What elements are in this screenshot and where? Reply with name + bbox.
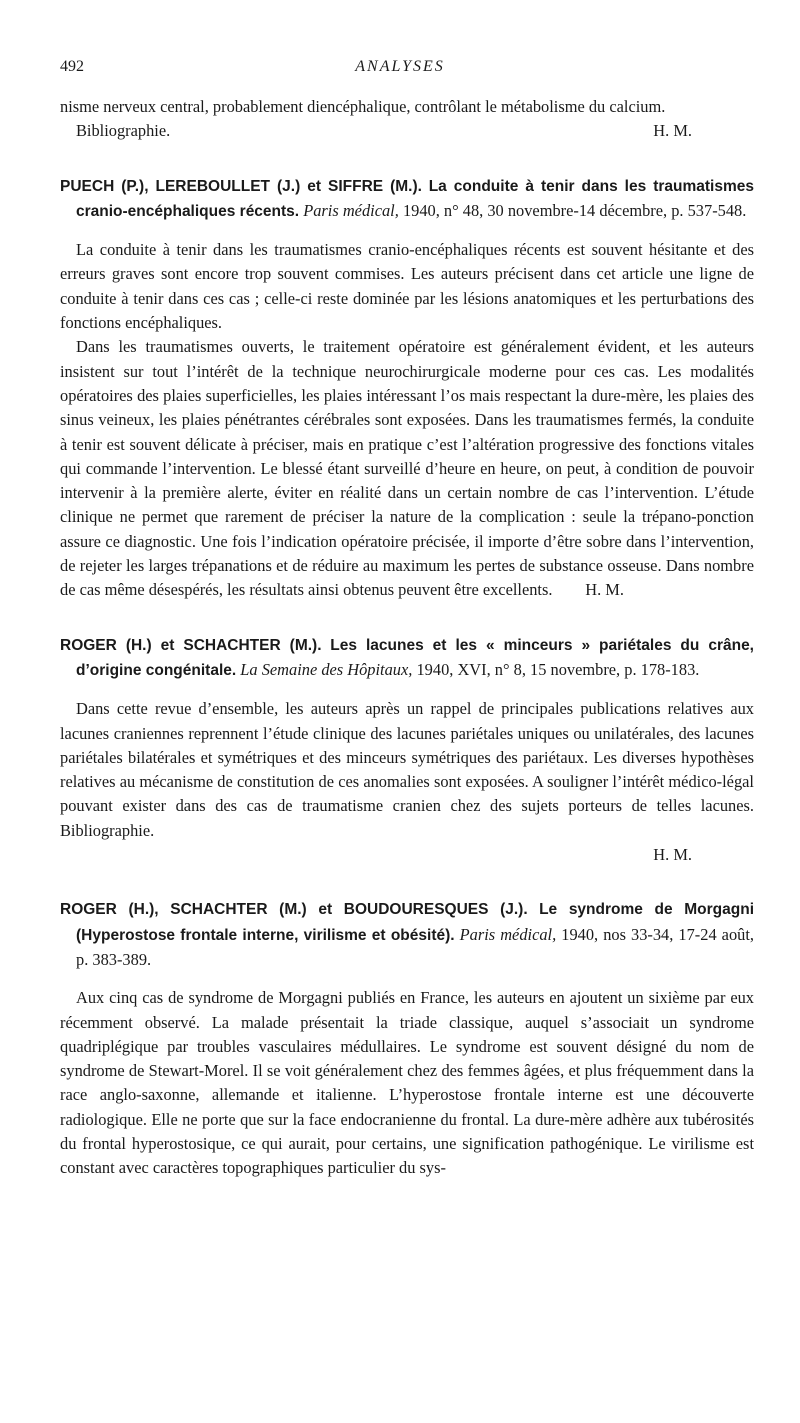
abstract-paragraph: Aux cinq cas de syndrome de Morgagni publiés en France, les auteurs en ajoutent un sixième par eux récemment observé. La malade présentait la triade classique, auquel s’associait un syndrome quadriplégique par troubles vasculaires médullaires. Le syndrome est souvent désigné du nom de syndrome de Stewart-Morel. Il se voit généralement chez des femmes âgées, et plus fréquemment dans la race anglo-saxonne, allemande et italienne. L’hyperostose frontale interne est une découverte radiologique. Elle ne porte que sur la face endocranienne du frontal. La dure-mère adhère aux tubérosités du frontal hyperostosique, ce qui aurait, pour certains, une signification pathogénique. Le virilisme est constant avec caractères topographiques particulier du sys-	[60, 988, 754, 1178]
running-title: ANALYSES	[355, 58, 445, 75]
citation-authors: ROGER (H.), SCHACHTER (M.) et BOUDOURESQUES (J.).	[60, 901, 528, 919]
citation-title: Les lacunes et les « minceurs » pariétales du crâne, d’origine congénitale.	[76, 636, 754, 679]
abstract-paragraph: Dans cette revue d’ensemble, les auteurs après un rappel de principales publications relatives aux lacunes craniennes reprennent l’étude clinique des lacunes pariétales uniques ou unilatérales, des lacunes pariétales bilatérales et symétriques et des minceurs symétriques des pariétaux. Les diverses hypothèses relatives au mécanisme de constitution de ces anomalies sont exposées. A souligner l’intérêt médico-légal pouvant exister dans des cas de traumatisme cranien chez des sujets porteurs de telles lacunes. Bibliographie.	[60, 699, 754, 840]
citation-authors: ROGER (H.) et SCHACHTER (M.).	[60, 636, 322, 654]
citation	[60, 174, 754, 225]
abstract-entry	[60, 897, 754, 1180]
abstract-paragraph-text: Dans les traumatismes ouverts, le traitement opératoire est généralement évident, et les auteurs insistent sur tout l’intérêt de la technique neurochirurgicale moderne pour ces cas. Les modalités opératoires des plaies superficielles, les plaies intéressant l’os mais respectant la dure-mère, les plaies des sinus veineux, les plaies pénétrantes cérébrales sont exposées. Dans les traumatismes fermés, la conduite à tenir est souvent délicate à préciser, mais en pratique c’est l’altération progressive des fonctions vitales qui commande l’intervention. Le blessé étant surveillé d’heure en heure, on peut, à condition de pouvoir intervenir à la première alerte, éviter en réalité dans un certain nombre de cas l’intervention. L’étude clinique ne permet que rarement de préciser la nature de la complication : seule la trépano-ponction assure ce diagnostic. Une fois l’indication opératoire précisée, il importe d’être sobre dans l’intervention, de rejeter les larges trépanations et de réduire au maximum les pertes de substance osseuse. Dans nombre de cas même désespérés, les résultats ainsi obtenus peuvent être excellents.	[60, 337, 754, 600]
citation-details: 1940, XVI, n° 8, 15 novembre, p. 178-183.	[416, 659, 700, 679]
citation-journal: Paris médical,	[303, 200, 399, 220]
reviewer-signature: H. M.	[585, 580, 624, 600]
citation-title: La conduite à tenir dans les traumatismes cranio-encéphaliques récents.	[76, 177, 754, 220]
signature-line	[60, 843, 754, 867]
citation-journal: La Semaine des Hôpitaux,	[240, 659, 413, 679]
reviewer-signature: H. M.	[653, 121, 692, 141]
citation	[60, 897, 754, 972]
abstract-paragraph	[60, 335, 754, 602]
abstract-entry	[60, 633, 754, 868]
continuation-text: nisme nerveux central, probablement diencéphalique, contrôlant le métabolisme du calcium.	[60, 97, 666, 116]
citation-authors: PUECH (P.), LEREBOULLET (J.) et SIFFRE (M.).	[60, 177, 422, 195]
page-number: 492	[60, 58, 84, 75]
citation	[60, 633, 754, 684]
page-content	[60, 95, 754, 1181]
reviewer-signature: H. M.	[653, 845, 692, 865]
continuation-footer	[60, 119, 754, 143]
abstract-entry	[60, 174, 754, 603]
citation-journal: Paris médical,	[459, 924, 557, 944]
page-header	[0, 58, 800, 82]
citation-details: 1940, nos 33-34, 17-24 août, p. 383-389.	[76, 924, 755, 969]
citation-title: Le syndrome de Morgagni (Hyperostose frontale interne, virilisme et obésité).	[76, 901, 754, 944]
citation-details: 1940, n° 48, 30 novembre-14 décembre, p. 537-548.	[402, 200, 747, 220]
abstract-paragraph: La conduite à tenir dans les traumatismes cranio-encéphaliques récents est souvent hésitante et des erreurs graves sont encore trop souvent commises. Les auteurs précisent dans cet article une ligne de conduite à tenir dans ces cas ; celle-ci reste dominée par les lésions anatomiques et les perturbations des fonctions encéphaliques.	[60, 240, 754, 333]
bibliography-note: Bibliographie.	[76, 121, 171, 141]
